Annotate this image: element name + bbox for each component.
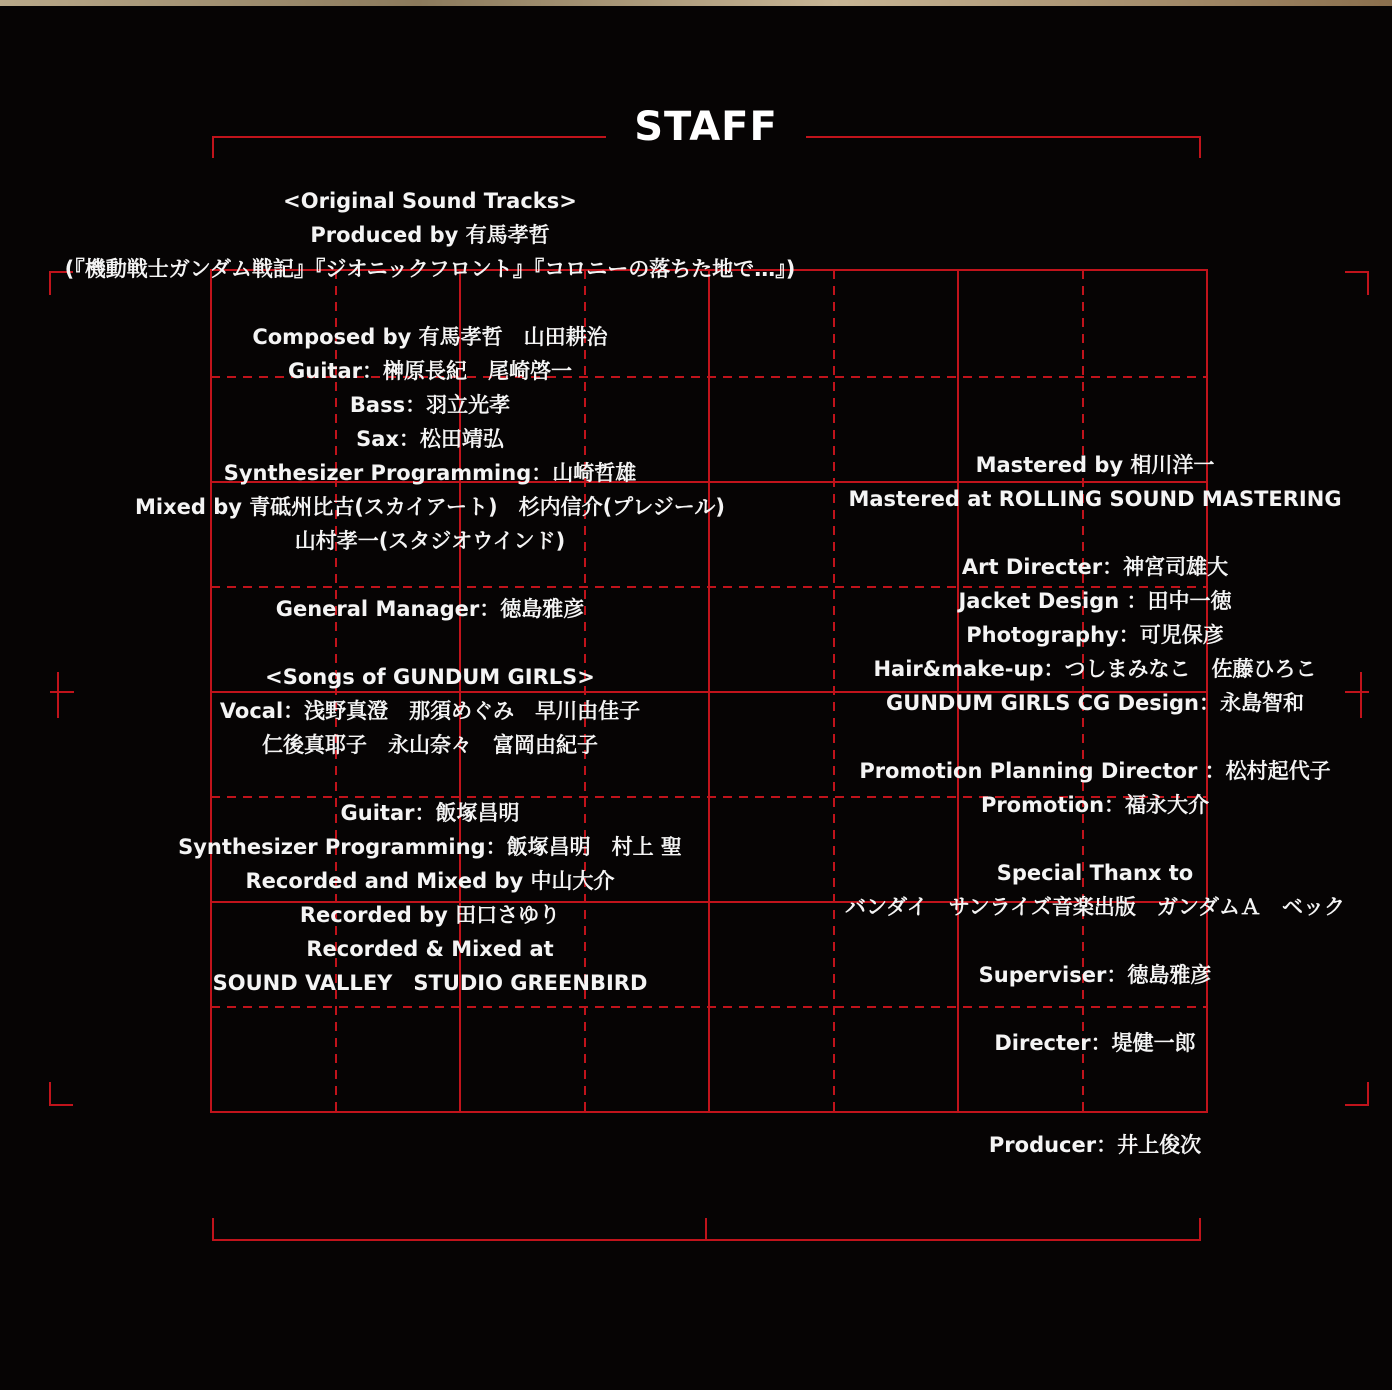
promotion: Promotion：福永大介 [980, 793, 1210, 817]
ost-sax: Sax：松田靖弘 [356, 427, 504, 451]
right-credits-column [810, 448, 1380, 1162]
ost-produced-by: Produced by 有馬孝哲 [310, 223, 550, 247]
songs-recorded-by: Recorded by 田口さゆり [299, 903, 561, 927]
hair-makeup: Hair&make-up：つしまみなこ 佐藤ひろこ [873, 657, 1317, 681]
mastered-at: Mastered at ROLLING SOUND MASTERING [848, 487, 1342, 511]
ost-titles: (『機動戦士ガンダム戦記』『ジオニックフロント』『コロニーの落ちた地で…』) [64, 257, 796, 281]
mastered-by: Mastered by 相川洋一 [975, 453, 1215, 477]
left-credits-column [20, 184, 840, 1000]
producer: Producer：井上俊次 [988, 1133, 1202, 1157]
songs-vocal-1: Vocal：浅野真澄 那須めぐみ 早川由佳子 [219, 699, 641, 723]
page-title: STAFF [606, 104, 806, 150]
songs-guitar: Guitar：飯塚昌明 [340, 801, 520, 825]
special-thanx: Special Thanx to [996, 861, 1194, 885]
ost-synth: Synthesizer Programming：山崎哲雄 [223, 461, 637, 485]
ost-bass: Bass：羽立光孝 [349, 393, 511, 417]
ost-mixed-by: Mixed by 青砥州比古(スカイアート) 杉内信介(プレジール) [135, 495, 725, 519]
thanx-list: バンダイ サンライズ音楽出版 ガンダムＡ ベック [844, 895, 1345, 919]
director: Directer：堤健一郎 [994, 1031, 1196, 1055]
promotion-planning-director: Promotion Planning Director ：松村起代子 [859, 759, 1331, 783]
corner-mark-top-right [1345, 272, 1368, 295]
songs-studios: SOUND VALLEY STUDIO GREENBIRD [212, 971, 648, 995]
corner-mark-bottom-left [50, 1082, 73, 1105]
photography: Photography：可児保彦 [966, 623, 1224, 647]
jacket-design: Jacket Design ：田中一徳 [958, 589, 1232, 613]
ost-heading: <Original Sound Tracks> [283, 189, 577, 213]
cg-design: GUNDUM GIRLS CG Design：永島智和 [886, 691, 1304, 715]
songs-recorded-mixed-by: Recorded and Mixed by 中山大介 [245, 869, 615, 893]
art-director: Art Directer：神宮司雄大 [961, 555, 1229, 579]
ost-composed-by: Composed by 有馬孝哲 山田耕治 [252, 325, 608, 349]
songs-recorded-mixed-at: Recorded & Mixed at [306, 937, 554, 961]
ost-guitar: Guitar：榊原長紀 尾崎啓一 [288, 359, 572, 383]
songs-heading: <Songs of GUNDUM GIRLS> [265, 665, 595, 689]
songs-vocal-2: 仁後真耶子 永山奈々 富岡由紀子 [262, 733, 598, 757]
ost-general-manager: General Manager：徳島雅彦 [275, 597, 585, 621]
superviser: Superviser：徳島雅彦 [978, 963, 1212, 987]
ost-mixed-by-2: 山村孝一(スタジオウインド) [294, 529, 566, 553]
songs-synth: Synthesizer Programming：飯塚昌明 村上 聖 [178, 835, 682, 859]
